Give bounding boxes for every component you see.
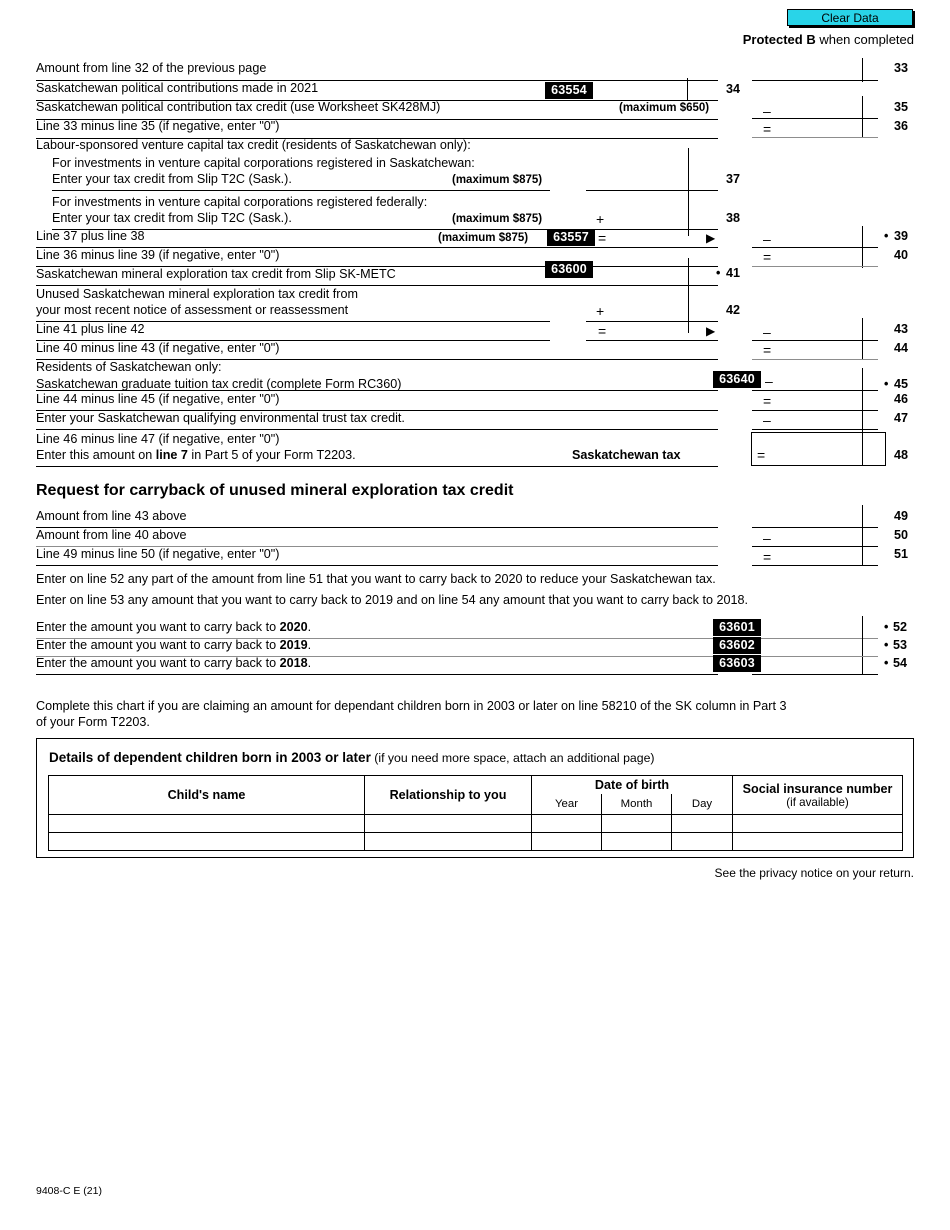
chart-intro-line1: Complete this chart if you are claiming an amount for dependant children born in 2003 or later on line 58210 of the SK column in Part 3 <box>36 699 787 713</box>
amount-rule-line44 <box>752 359 878 360</box>
amount-input-line44[interactable] <box>782 342 860 358</box>
operator-equals-line40: = <box>763 249 772 265</box>
cell-dob-year[interactable] <box>532 833 602 851</box>
operator-equals-line46: = <box>763 393 772 409</box>
amount-input-line36[interactable] <box>782 120 860 136</box>
rule-line51 <box>36 565 718 566</box>
col-sin-sub: (if available) <box>786 795 849 809</box>
lineno-36: 36 <box>894 119 909 133</box>
cents-divider-line34 <box>687 78 688 101</box>
carryback-note-1: Enter on line 52 any part of the amount from line 51 that you want to carry back to 2020 to reduce your Saskatchewan tax. <box>36 572 716 586</box>
heading-lsvc: Labour-sponsored venture capital tax credit (residents of Saskatchewan only): <box>36 138 471 152</box>
col-relationship: Relationship to you <box>365 776 532 815</box>
label-line45: Saskatchewan graduate tuition tax credit (complete Form RC360) <box>36 377 402 391</box>
label-line48-b <box>36 448 356 462</box>
cell-dob-day[interactable] <box>672 815 733 833</box>
cell-dob-day[interactable] <box>672 833 733 851</box>
label-line52-suffix: . <box>307 620 312 634</box>
amount-input-line39-right[interactable] <box>782 230 860 246</box>
protected-b-bold: Protected B <box>742 32 816 47</box>
cell-child-name[interactable] <box>49 815 365 833</box>
lineno-52: 52 <box>893 620 908 634</box>
amount-input-line41[interactable] <box>595 262 683 278</box>
label-line36: Line 33 minus line 35 (if negative, enter "0") <box>36 119 280 133</box>
amount-input-line54[interactable] <box>763 656 860 672</box>
amount-input-line35[interactable] <box>782 101 860 117</box>
lineno-50: 50 <box>894 528 909 542</box>
label-line42-a: Unused Saskatchewan mineral exploration tax credit from <box>36 287 358 301</box>
bullet-line45: • <box>884 377 889 391</box>
amount-rule-line33 <box>752 80 878 81</box>
rule-line47 <box>36 429 718 430</box>
bullet-line39: • <box>884 229 889 243</box>
children-table-body <box>49 815 903 851</box>
amount-input-line45[interactable] <box>782 373 860 389</box>
cents-divider-line47 <box>862 406 863 432</box>
label-line44: Line 40 minus line 43 (if negative, enter "0") <box>36 341 280 355</box>
carry-arrow-line43: ▶ <box>706 324 716 338</box>
label-line53 <box>36 638 311 652</box>
amount-rule-line46 <box>752 410 878 411</box>
label-line38-b: Enter your tax credit from Slip T2C (Sask.). <box>52 211 292 225</box>
label-line34: Saskatchewan political contributions made in 2021 <box>36 81 319 95</box>
lineno-44: 44 <box>894 341 909 355</box>
label-line33: Amount from line 32 of the previous page <box>36 61 267 75</box>
cell-dob-month[interactable] <box>602 833 672 851</box>
cell-dob-year[interactable] <box>532 815 602 833</box>
carry-arrow-line39: ▶ <box>706 231 716 245</box>
bullet-line54: • <box>884 656 889 670</box>
operator-minus-line39: – <box>763 231 771 247</box>
cents-divider-line52 <box>862 616 863 674</box>
chart-intro-line2: of your Form T2203. <box>36 715 150 729</box>
operator-equals-line48: = <box>757 447 766 463</box>
lineno-47: 47 <box>894 411 909 425</box>
amount-rule-line51 <box>752 565 878 566</box>
amount-input-line47[interactable] <box>782 412 860 428</box>
operator-equals-line43: = <box>598 323 607 339</box>
label-line37-a: For investments in venture capital corporations registered in Saskatchewan: <box>52 156 475 170</box>
label-line52 <box>36 620 311 634</box>
label-line47: Enter your Saskatchewan qualifying environmental trust tax credit. <box>36 411 405 425</box>
operator-equals-line51: = <box>763 549 772 565</box>
operator-minus-line47: – <box>763 412 771 428</box>
amount-input-line49[interactable] <box>754 510 860 526</box>
cents-divider-line39 <box>862 226 863 268</box>
amount-input-line39[interactable] <box>614 231 682 247</box>
label-line48-b-prefix: Enter this amount on <box>36 448 156 462</box>
operator-minus-line45: – <box>765 373 773 389</box>
lineno-38: 38 <box>726 211 741 225</box>
label-line54-year: 2018 <box>279 656 308 670</box>
rule-line54-left <box>36 674 718 675</box>
label-line54-prefix: Enter the amount you want to carry back to <box>36 656 280 670</box>
cell-relationship[interactable] <box>365 815 532 833</box>
bullet-line41: • <box>716 266 721 280</box>
amount-input-line46[interactable] <box>782 393 860 409</box>
amount-rule-line47 <box>752 429 878 430</box>
label-line48-b-bold: line 7 <box>155 448 188 462</box>
column-divider-37-39 <box>688 148 689 236</box>
maximum-line35: (maximum $650) <box>619 102 710 114</box>
rule-line43-right <box>586 340 718 341</box>
lineno-33: 33 <box>894 61 909 75</box>
maximum-line39: (maximum $875) <box>438 232 529 244</box>
amount-input-line37[interactable] <box>590 174 682 190</box>
clear-data-button[interactable]: Clear Data <box>787 9 913 26</box>
label-line43: Line 41 plus line 42 <box>36 322 145 336</box>
lineno-41: 41 <box>726 266 741 280</box>
col-date-of-birth: Date of birth <box>532 776 733 795</box>
rule-line54-right <box>752 674 878 675</box>
amount-input-line52[interactable] <box>763 620 860 636</box>
label-line52-prefix: Enter the amount you want to carry back to <box>36 620 280 634</box>
lineno-40: 40 <box>894 248 909 262</box>
amount-input-line48[interactable] <box>776 437 858 459</box>
lineno-49: 49 <box>894 509 909 523</box>
chart-title-rest: (if you need more space, attach an additional page) <box>370 751 655 765</box>
bullet-line52: • <box>884 620 889 634</box>
field-code-63601: 63601 <box>713 619 761 636</box>
rule-line41 <box>36 285 718 286</box>
amount-rule-line36 <box>752 137 878 138</box>
operator-equals-line44: = <box>763 342 772 358</box>
cents-divider-line50 <box>862 524 863 566</box>
amount-rule-line50 <box>752 546 878 547</box>
operator-minus-line50: – <box>763 530 771 546</box>
lineno-34: 34 <box>726 82 741 96</box>
operator-plus-line38: + <box>596 211 605 227</box>
amount-rule-line39 <box>752 247 878 248</box>
amount-rule-line49 <box>752 527 878 528</box>
amount-input-line40[interactable] <box>782 249 860 265</box>
cell-dob-month[interactable] <box>602 815 672 833</box>
amount-rule-line45 <box>752 390 878 391</box>
amount-input-line42[interactable] <box>612 305 682 321</box>
privacy-notice: See the privacy notice on your return. <box>714 866 914 880</box>
cell-child-name[interactable] <box>49 833 365 851</box>
cell-sin[interactable] <box>733 833 903 851</box>
label-line50: Amount from line 40 above <box>36 528 187 542</box>
amount-input-line53[interactable] <box>763 638 860 654</box>
label-line54 <box>36 656 311 670</box>
cents-divider-line45 <box>862 368 863 410</box>
lineno-39: 39 <box>894 229 909 243</box>
table-row <box>49 815 903 833</box>
carryback-note-2: Enter on line 53 any amount that you want to carry back to 2019 and on line 54 any amount that you want to carry back to 2018. <box>36 593 748 607</box>
label-line53-prefix: Enter the amount you want to carry back to <box>36 638 280 652</box>
operator-equals-line36: = <box>763 121 772 137</box>
cents-divider-line43 <box>862 318 863 360</box>
label-line54-suffix: . <box>307 656 312 670</box>
lineno-53: 53 <box>893 638 908 652</box>
carryback-heading: Request for carryback of unused mineral exploration tax credit <box>36 482 514 499</box>
amount-rule-line43 <box>752 340 878 341</box>
label-line42-b: your most recent notice of assessment or reassessment <box>36 303 349 317</box>
field-code-63640: 63640 <box>713 371 761 388</box>
label-line38-a: For investments in venture capital corporations registered federally: <box>52 195 428 209</box>
lineno-46: 46 <box>894 392 909 406</box>
field-code-63554: 63554 <box>545 82 593 99</box>
label-line41: Saskatchewan mineral exploration tax credit from Slip SK-METC <box>36 267 396 281</box>
label-line40: Line 36 minus line 39 (if negative, enter "0") <box>36 248 280 262</box>
amount-input-line51[interactable] <box>782 548 860 564</box>
label-line39: Line 37 plus line 38 <box>36 229 145 243</box>
lineno-42: 42 <box>726 303 741 317</box>
label-line53-year: 2019 <box>279 638 308 652</box>
chart-title <box>49 750 655 765</box>
bullet-line53: • <box>884 638 889 652</box>
label-line49: Amount from line 43 above <box>36 509 187 523</box>
children-table <box>48 775 903 851</box>
lineno-35: 35 <box>894 100 909 114</box>
label-line48-a: Line 46 minus line 47 (if negative, enter "0") <box>36 432 280 446</box>
field-code-63602: 63602 <box>713 637 761 654</box>
chart-title-bold: Details of dependent children born in 2003 or later <box>49 750 371 765</box>
rule-line42-right <box>586 321 718 322</box>
label-line37-b: Enter your tax credit from Slip T2C (Sask.). <box>52 172 292 186</box>
amount-input-line43[interactable] <box>614 324 682 340</box>
cents-divider-line33 <box>862 58 863 82</box>
col-sin-main: Social insurance number <box>742 781 893 796</box>
rule-line48 <box>36 466 718 467</box>
dependent-children-chart <box>36 738 914 858</box>
amount-input-line38[interactable] <box>612 213 682 229</box>
col-dob-year: Year <box>532 794 602 815</box>
lineno-45: 45 <box>894 377 909 391</box>
form-identifier: 9408-C E (21) <box>36 1185 102 1197</box>
protected-b-label <box>743 32 914 47</box>
label-line51: Line 49 minus line 50 (if negative, enter "0") <box>36 547 280 561</box>
protected-b-rest: when completed <box>815 32 914 47</box>
table-header-row <box>49 776 903 795</box>
lineno-43: 43 <box>894 322 909 336</box>
amount-input-line43-right[interactable] <box>782 323 860 339</box>
rule-line37-right <box>586 190 718 191</box>
cents-divider-line35 <box>862 96 863 138</box>
lineno-48: 48 <box>894 448 909 462</box>
amount-input-line34[interactable] <box>595 83 683 99</box>
operator-minus-line35: – <box>763 103 771 119</box>
lineno-54: 54 <box>893 656 908 670</box>
maximum-line37: (maximum $875) <box>452 174 543 186</box>
amount-input-line33[interactable] <box>754 62 860 79</box>
operator-plus-line42: + <box>596 303 605 319</box>
field-code-63603: 63603 <box>713 655 761 672</box>
cell-sin[interactable] <box>733 815 903 833</box>
col-dob-day: Day <box>672 794 733 815</box>
label-line53-suffix: . <box>307 638 312 652</box>
rule-line37-left <box>52 190 550 191</box>
label-line35: Saskatchewan political contribution tax credit (use Worksheet SK428MJ) <box>36 100 441 114</box>
lineno-51: 51 <box>894 547 909 561</box>
operator-equals-line39: = <box>598 230 607 246</box>
operator-minus-line43: – <box>763 324 771 340</box>
amount-rule-line35 <box>752 118 878 119</box>
col-dob-month: Month <box>602 794 672 815</box>
heading-residents: Residents of Saskatchewan only: <box>36 360 222 374</box>
maximum-line38: (maximum $875) <box>452 213 543 225</box>
cents-divider-line48 <box>862 432 863 466</box>
saskatchewan-tax-label: Saskatchewan tax <box>572 448 681 462</box>
table-row <box>49 833 903 851</box>
label-line48-b-rest: in Part 5 of your Form T2203. <box>187 448 356 462</box>
amount-rule-line40 <box>752 266 878 267</box>
col-sin <box>733 776 903 815</box>
field-code-63557: 63557 <box>547 229 595 246</box>
amount-input-line50[interactable] <box>782 529 860 545</box>
lineno-37: 37 <box>726 172 741 186</box>
cell-relationship[interactable] <box>365 833 532 851</box>
label-line46: Line 44 minus line 45 (if negative, enter "0") <box>36 392 280 406</box>
field-code-63600: 63600 <box>545 261 593 278</box>
label-line52-year: 2020 <box>279 620 308 634</box>
col-child-name: Child's name <box>49 776 365 815</box>
rule-line45-left <box>36 390 718 391</box>
